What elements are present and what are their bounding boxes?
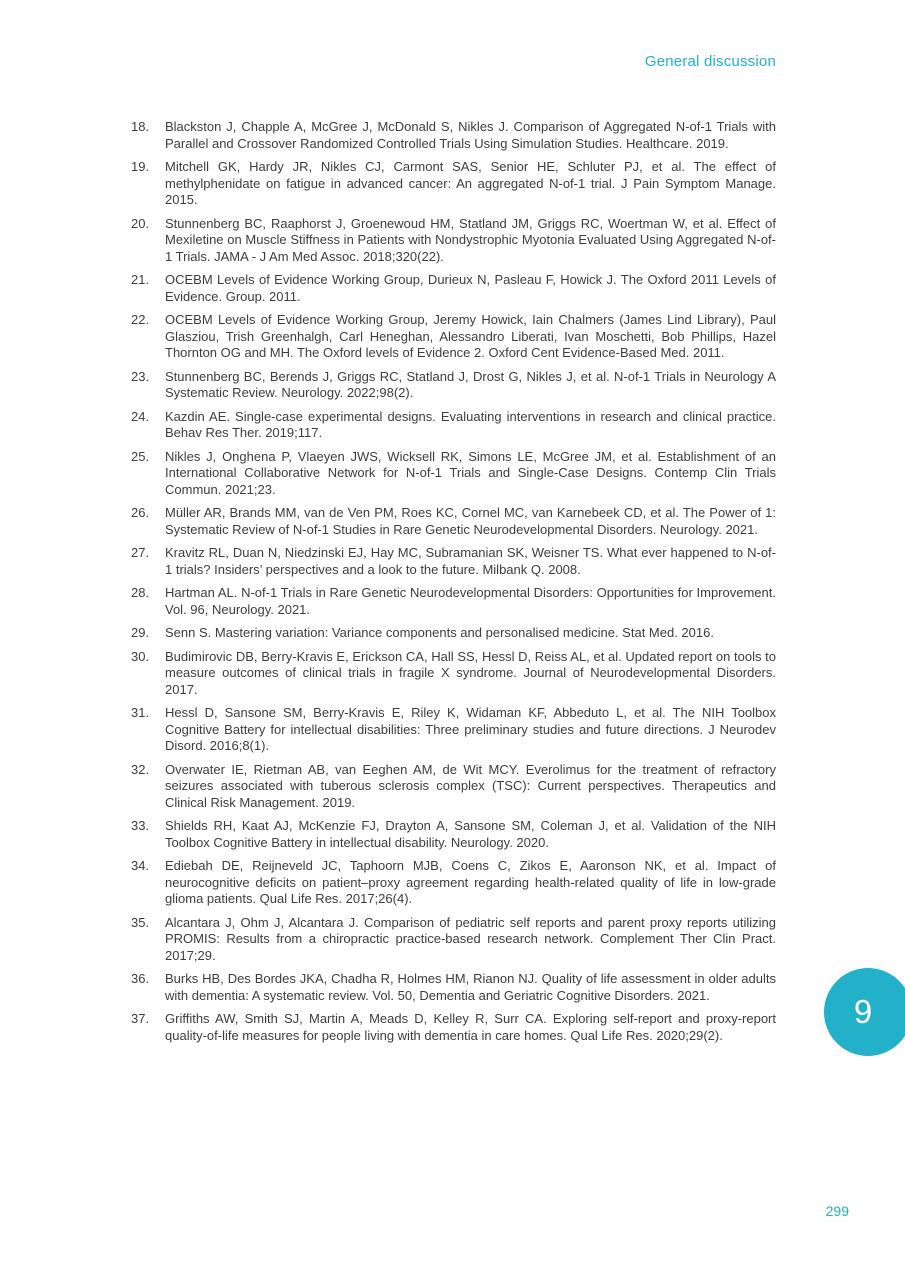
- reference-item: [131, 915, 776, 965]
- reference-number: 24.: [131, 408, 150, 424]
- running-header: General discussion: [644, 53, 776, 70]
- reference-item: [131, 1011, 776, 1044]
- reference-number: 22.: [131, 312, 150, 327]
- reference-text: Müller AR, Brands MM, van de Ven PM, Roes KC, Cornel MC, van Karnebeek CD, et al. The Power of 1: Systematic Review of N-of-1 Studies in Rare Genetic Neurodevelopmental Disorders. Neurology. 2021.: [165, 505, 776, 537]
- reference-text: Ediebah DE, Reijneveld JC, Taphoorn MJB, Coens C, Zikos E, Aaronson NK, et al. Impact of neurocognitive deficits on patient–proxy agreement regarding health-related quality of life in low-grade glioma patients. Qual Life Res. 2017;26(4).: [165, 858, 776, 906]
- reference-number: 25.: [131, 448, 150, 464]
- reference-list: [131, 119, 776, 1051]
- reference-item: [131, 971, 776, 1004]
- reference-text: OCEBM Levels of Evidence Working Group, Jeremy Howick, Iain Chalmers (James Lind Library), Paul Glasziou, Trish Greenhalgh, Carl Heneghan, Alessandro Liberati, Ivan Moschetti, Bob Phillips, Hazel Thornton OG and MH. The Oxford levels of Evidence 2. Oxford Cent Evidence-Based Med. 2011.: [165, 312, 776, 360]
- reference-number: 37.: [131, 1011, 150, 1026]
- reference-text: Mitchell GK, Hardy JR, Nikles CJ, Carmont SAS, Senior HE, Schluter PJ, et al. The effect of methylphenidate on fatigue in advanced cancer: An aggregated N-of-1 trial. J Pain Symptom Manage. 2015.: [165, 159, 776, 207]
- reference-item: [131, 585, 776, 618]
- chapter-number: 9: [853, 993, 873, 1030]
- reference-number: 26.: [131, 505, 150, 520]
- reference-text: Shields RH, Kaat AJ, McKenzie FJ, Drayton A, Sansone SM, Coleman J, et al. Validation of the NIH Toolbox Cognitive Battery in intellectual disability. Neurology. 2020.: [165, 818, 776, 850]
- reference-number: 32.: [131, 761, 150, 777]
- reference-text: Alcantara J, Ohm J, Alcantara J. Comparison of pediatric self reports and parent proxy reports utilizing PROMIS: Results from a chiropractic practice-based research network. Complement Ther Clin Pract. 2017;29.: [165, 914, 776, 963]
- reference-item: [131, 762, 776, 812]
- reference-text: Stunnenberg BC, Raaphorst J, Groenewoud HM, Statland JM, Griggs RC, Woertman W, et al. Effect of Mexiletine on Muscle Stiffness in Patients with Nondystrophic Myotonia Evaluated Using Aggregated N-of-1 Trials. JAMA - J Am Med Assoc. 2018;320(22).: [165, 215, 776, 264]
- reference-text: Stunnenberg BC, Berends J, Griggs RC, Statland J, Drost G, Nikles J, et al. N-of-1 Trials in Neurology A Systematic Review. Neurology. 2022;98(2).: [165, 368, 776, 400]
- reference-text: Griffiths AW, Smith SJ, Martin A, Meads D, Kelley R, Surr CA. Exploring self-report and proxy-report quality-of-life measures for people living with dementia in care homes. Qual Life Res. 2020;29(2).: [165, 1011, 776, 1043]
- reference-number: 36.: [131, 971, 150, 986]
- reference-number: 18.: [131, 119, 150, 134]
- reference-item: [131, 369, 776, 402]
- reference-item: [131, 705, 776, 755]
- reference-item: [131, 312, 776, 362]
- reference-number: 23.: [131, 368, 150, 384]
- reference-number: 33.: [131, 818, 150, 833]
- reference-item: [131, 449, 776, 499]
- reference-text: Nikles J, Onghena P, Vlaeyen JWS, Wicksell RK, Simons LE, McGree JM, et al. Establishment of an International Collaborative Network for N-of-1 Trials and Single-Case Designs. Contemp Clin Trials Commun. 2021;23.: [165, 448, 776, 497]
- reference-number: 28.: [131, 585, 150, 600]
- reference-item: [131, 858, 776, 908]
- reference-number: 21.: [131, 272, 150, 287]
- reference-text: Senn S. Mastering variation: Variance components and personalised medicine. Stat Med. 2016.: [165, 625, 714, 640]
- reference-number: 29.: [131, 625, 150, 640]
- reference-number: 20.: [131, 215, 150, 231]
- reference-item: [131, 159, 776, 209]
- reference-text: Kazdin AE. Single-case experimental designs. Evaluating interventions in research and clinical practice. Behav Res Ther. 2019;117.: [165, 408, 776, 440]
- reference-item: [131, 216, 776, 266]
- reference-text: Kravitz RL, Duan N, Niedzinski EJ, Hay MC, Subramanian SK, Weisner TS. What ever happened to N-of-1 trials? Insiders’ perspectives and a look to the future. Milbank Q. 2008.: [165, 545, 776, 577]
- reference-text: Burks HB, Des Bordes JKA, Chadha R, Holmes HM, Rianon NJ. Quality of life assessment in older adults with dementia: A systematic review. Vol. 50, Dementia and Geriatric Cognitive Disorders. 2021.: [165, 971, 776, 1003]
- reference-number: 34.: [131, 858, 150, 873]
- reference-text: Blackston J, Chapple A, McGree J, McDonald S, Nikles J. Comparison of Aggregated N-of-1 Trials with Parallel and Crossover Randomized Controlled Trials Using Simulation Studies. Healthcare. 2019.: [165, 119, 776, 151]
- reference-item: [131, 625, 776, 642]
- reference-text: OCEBM Levels of Evidence Working Group, Durieux N, Pasleau F, Howick J. The Oxford 2011 Levels of Evidence. Group. 2011.: [165, 272, 776, 304]
- reference-number: 30.: [131, 648, 150, 664]
- reference-item: [131, 649, 776, 699]
- reference-number: 19.: [131, 159, 150, 174]
- reference-item: [131, 545, 776, 578]
- reference-item: [131, 272, 776, 305]
- reference-text: Budimirovic DB, Berry-Kravis E, Erickson CA, Hall SS, Hessl D, Reiss AL, et al. Updated report on tools to measure outcomes of clinical trials in fragile X syndrome. Journal of Neurodevelopmental Disorders. 2017.: [165, 648, 776, 697]
- reference-item: [131, 409, 776, 442]
- reference-number: 31.: [131, 705, 150, 720]
- reference-item: [131, 119, 776, 152]
- page-number: 299: [825, 1203, 849, 1219]
- reference-text: Overwater IE, Rietman AB, van Eeghen AM, de Wit MCY. Everolimus for the treatment of refractory seizures associated with tuberous sclerosis complex (TSC): Current perspectives. Therapeutics and Clinical Risk Management. 2019.: [165, 761, 776, 810]
- reference-number: 35.: [131, 914, 150, 930]
- reference-item: [131, 505, 776, 538]
- chapter-tab: [824, 968, 905, 1056]
- reference-text: Hessl D, Sansone SM, Berry-Kravis E, Riley K, Widaman KF, Abbeduto L, et al. The NIH Toolbox Cognitive Battery for intellectual disabilities: Three preliminary studies and future directions. J Neurodev Disord. 2016;8(1).: [165, 705, 776, 753]
- reference-text: Hartman AL. N-of-1 Trials in Rare Genetic Neurodevelopmental Disorders: Opportunities for Improvement. Vol. 96, Neurology. 2021.: [165, 585, 776, 617]
- reference-number: 27.: [131, 545, 150, 560]
- reference-item: [131, 818, 776, 851]
